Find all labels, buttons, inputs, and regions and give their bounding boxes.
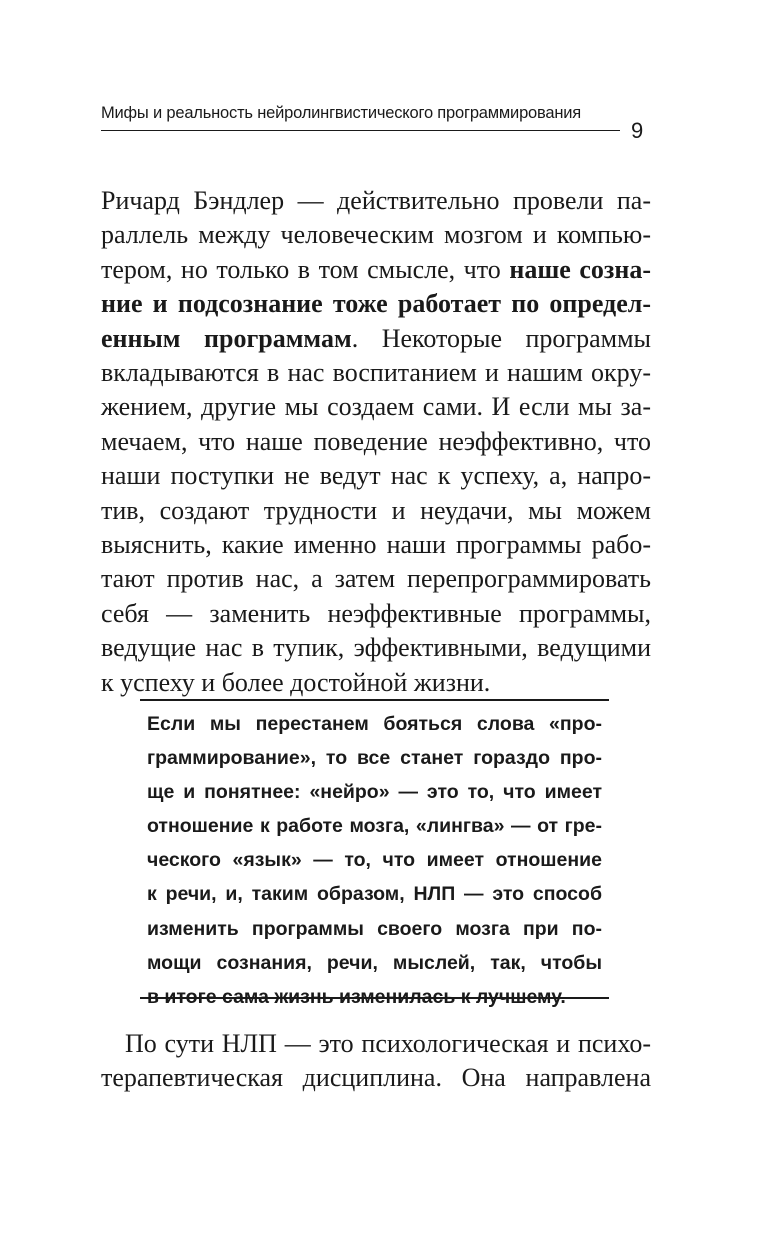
body-paragraph-2 (101, 1027, 651, 1096)
text-line: раллель между человеческим мозгом и компью- (101, 220, 651, 250)
text-line: выяснить, какие именно наши программы рабо- (101, 530, 651, 560)
header-rule (101, 130, 620, 131)
text-line: жением, другие мы создаем сами. И если мы за- (101, 392, 651, 422)
callout-box (147, 707, 602, 1014)
body-paragraph-1 (101, 184, 651, 700)
callout-line: Если мы перестанем бояться слова «про- (147, 713, 602, 735)
text-line: терапевтическая дисциплина. Она направлена (101, 1063, 651, 1093)
text-line: тером, но только в том смысле, что наше созна- (101, 254, 651, 284)
callout-line: изменить программы своего мозга при по- (147, 917, 602, 940)
text-line: наши поступки не ведут нас к успеху, а, напро- (101, 461, 651, 491)
text-line: мечаем, что наше поведение неэффективно, что (101, 426, 651, 456)
emphasis-text: наше созна- (509, 254, 651, 284)
callout-line: мощи сознания, речи, мыслей, так, чтобы (147, 951, 602, 974)
emphasis-text: ние и подсознание тоже работает по определ- (101, 289, 651, 319)
text-line: себя — заменить неэффективные программы, (101, 598, 651, 628)
callout-line: к речи, и, таким образом, НЛП — это способ (147, 883, 602, 906)
text-line: Ричард Бэндлер — действительно провели па- (101, 186, 651, 215)
running-header-title: Мифы и реальность нейролингвистического программирования (101, 104, 582, 122)
text-line: тают против нас, а затем перепрограммировать (101, 564, 651, 594)
text-line (101, 287, 651, 321)
callout-line: в итоге сама жизнь изменилась к лучшему. (147, 985, 566, 1008)
callout-line: отношение к работе мозга, «лингва» — от гре- (147, 815, 602, 838)
text-line: енным программам. Некоторые программы (101, 323, 652, 353)
text-line: ведущие нас в тупик, эффективными, ведущими (101, 633, 651, 663)
text-line: тив, создают трудности и неудачи, мы можем (101, 495, 651, 525)
text-line: к успеху и более достойной жизни. (101, 667, 491, 697)
callout-top-rule (140, 699, 609, 701)
emphasis-text: енным программам (101, 323, 352, 353)
callout-line: граммирование», то все станет гораздо про- (147, 747, 602, 770)
text-line: вкладываются в нас воспитанием и нашим окру- (101, 358, 651, 388)
callout-bottom-rule (140, 997, 609, 999)
callout-line: ще и понятнее: «нейро» — это то, что имеет (147, 781, 602, 804)
callout-line: ческого «язык» — то, что имеет отношение (147, 849, 602, 872)
page-number: 9 (631, 118, 644, 143)
text-line: По сути НЛП — это психологическая и психо- (125, 1029, 651, 1058)
